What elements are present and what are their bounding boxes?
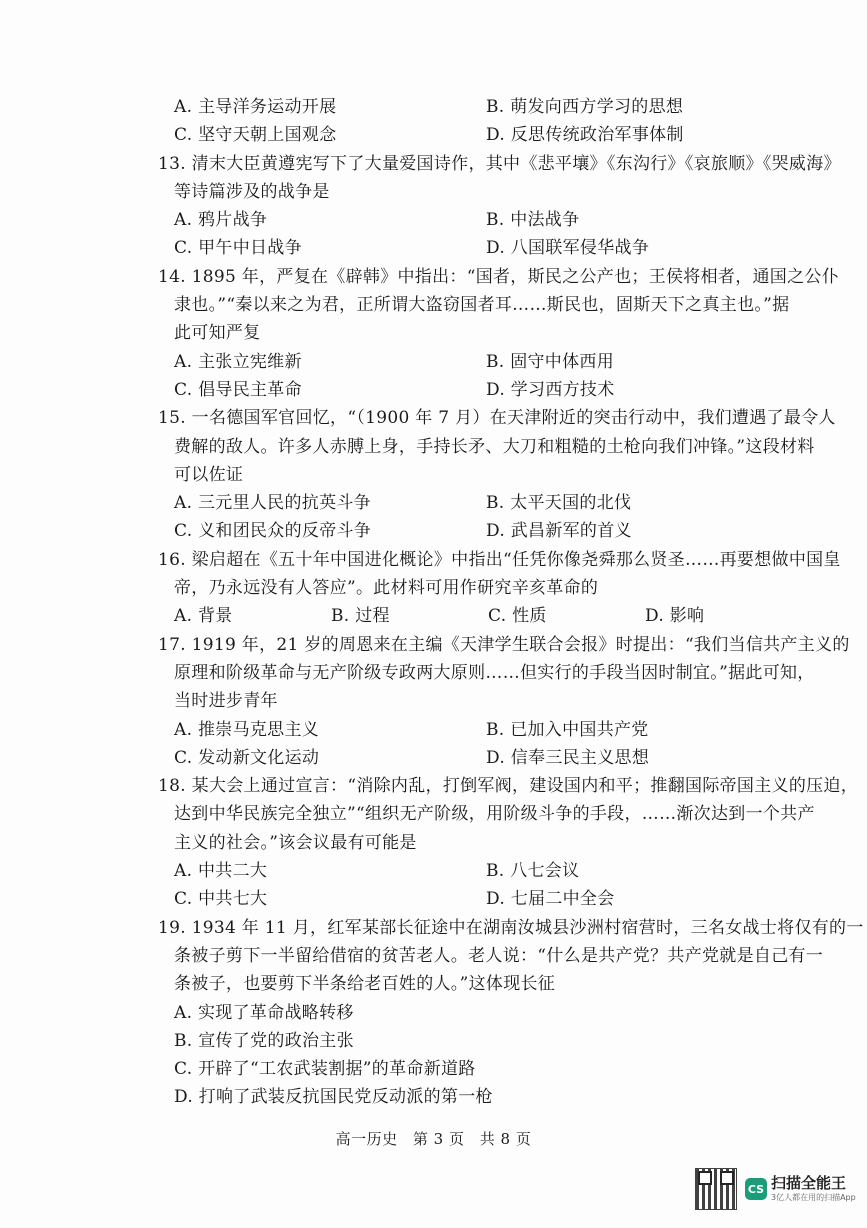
option-row bbox=[158, 857, 808, 885]
scanner-watermark bbox=[695, 1168, 856, 1210]
answer-option: A. 中共二大 bbox=[174, 861, 268, 882]
answer-option: B. 已加入中国共产党 bbox=[486, 719, 649, 740]
answer-option: A. 鸦片战争 bbox=[174, 210, 268, 231]
question-stem: 13. 清末大臣黄遵宪写下了大量爱国诗作，其中《悲平壤》《东沟行》《哀旅顺》《哭威海》 bbox=[158, 153, 841, 174]
scanner-name: 扫描全能王 bbox=[771, 1174, 847, 1192]
question-text: D. 打响了武装反抗国民党反动派的第一枪 bbox=[174, 1087, 493, 1108]
question-text: 主义的社会。”该会议最有可能是 bbox=[174, 832, 417, 853]
option-row bbox=[158, 121, 808, 149]
scanner-tagline: 3亿人都在用的扫描App bbox=[771, 1193, 856, 1202]
answer-option: D. 反思传统政治军事体制 bbox=[486, 125, 684, 146]
question-text: 帝，乃永远没有人答应”。此材料可用作研究辛亥革命的 bbox=[174, 578, 599, 599]
question-text: 此可知严复 bbox=[174, 323, 261, 344]
answer-option: C. 中共七大 bbox=[174, 889, 268, 910]
question-text: 条被子，也要剪下半条给老百姓的人。”这体现长征 bbox=[174, 974, 556, 995]
answer-option: C. 发动新文化运动 bbox=[174, 747, 320, 768]
question-text: 可以佐证 bbox=[174, 464, 244, 485]
question-text: C. 开辟了“工农武装割据”的革命新道路 bbox=[174, 1059, 476, 1080]
option-row bbox=[158, 885, 808, 913]
question-stem: 18. 某大会上通过宣言：“消除内乱，打倒军阀，建设国内和平；推翻国际帝国主义的压迫， bbox=[158, 776, 859, 797]
qr-code-icon bbox=[695, 1168, 737, 1210]
question-text: B. 宣传了党的政治主张 bbox=[174, 1030, 354, 1051]
option-row bbox=[158, 716, 808, 744]
question-stem: 19. 1934 年 11 月，红军某部长征途中在湖南汝城县沙洲村宿营时，三名女战士将仅有的一 bbox=[158, 917, 864, 938]
answer-option: A. 背景 bbox=[174, 606, 233, 627]
question-stem: 14. 1895 年，严复在《辟韩》中指出：“国者，斯民之公产也；王侯将相者，通国之公仆 bbox=[158, 266, 839, 287]
answer-option: C. 性质 bbox=[488, 606, 547, 627]
answer-option: B. 中法战争 bbox=[486, 210, 580, 231]
footer-page-number: 第 3 页 bbox=[412, 1130, 465, 1148]
question-body bbox=[158, 93, 864, 1112]
question-stem: 17. 1919 年，21 岁的周恩来在主编《天津学生联合会报》时提出：“我们当信共产主义的 bbox=[158, 634, 850, 655]
answer-option: B. 太平天国的北伐 bbox=[486, 493, 632, 514]
option-row bbox=[158, 744, 808, 772]
answer-option: B. 固守中体西用 bbox=[486, 351, 614, 372]
answer-option: B. 八七会议 bbox=[486, 861, 580, 882]
question-text: 原理和阶级革命与无产阶级专政两大原则……但实行的手段当因时制宜。”据此可知， bbox=[174, 662, 815, 683]
answer-option: D. 八国联军侵华战争 bbox=[486, 238, 650, 259]
option-row bbox=[158, 93, 808, 121]
footer-total-pages: 共 8 页 bbox=[479, 1130, 532, 1148]
option-row bbox=[158, 376, 808, 404]
option-row bbox=[158, 489, 808, 517]
question-stem: 16. 梁启超在《五十年中国进化概论》中指出“任凭你像尧舜那么贤圣……再要想做中国皇 bbox=[158, 549, 841, 570]
question-text: 达到中华民族完全独立”“组织无产阶级，用阶级斗争的手段，……渐次达到一个共产 bbox=[174, 804, 815, 825]
answer-option: C. 倡导民主革命 bbox=[174, 379, 302, 400]
answer-option: A. 主张立宪维新 bbox=[174, 351, 302, 372]
option-row bbox=[158, 206, 808, 234]
scanner-brand bbox=[771, 1174, 856, 1204]
answer-option: B. 过程 bbox=[331, 606, 390, 627]
question-text: 隶也。”“秦以来之为君，正所谓大盗窃国者耳……斯民也，固斯天下之真主也。”据 bbox=[174, 295, 790, 316]
question-text: 等诗篇涉及的战争是 bbox=[174, 181, 330, 202]
question-text: 条被子剪下一半留给借宿的贫苦老人。老人说：“什么是共产党？共产党就是自己有一 bbox=[174, 945, 824, 966]
answer-option: D. 武昌新军的首义 bbox=[486, 521, 632, 542]
answer-option: A. 推崇马克思主义 bbox=[174, 719, 320, 740]
footer-subject: 高一历史 bbox=[335, 1130, 398, 1148]
answer-option: D. 学习西方技术 bbox=[486, 379, 615, 400]
answer-option: A. 三元里人民的抗英斗争 bbox=[174, 493, 371, 514]
answer-option: A. 主导洋务运动开展 bbox=[174, 97, 337, 117]
page-footer bbox=[0, 1128, 867, 1149]
answer-option: C. 义和团民众的反帝斗争 bbox=[174, 521, 372, 542]
answer-option: D. 影响 bbox=[645, 606, 705, 627]
option-row bbox=[158, 602, 808, 630]
answer-option: D. 信奉三民主义思想 bbox=[486, 747, 650, 768]
camscanner-logo-icon: CS bbox=[745, 1178, 767, 1200]
answer-option: D. 七届二中全会 bbox=[486, 889, 615, 910]
option-row bbox=[158, 517, 808, 545]
answer-option: C. 甲午中日战争 bbox=[174, 238, 302, 259]
answer-option: C. 坚守天朝上国观念 bbox=[174, 125, 337, 146]
question-stem: 15. 一名德国军官回忆，“（1900 年 7 月）在天津附近的突击行动中，我们遭遇了最令人 bbox=[158, 408, 836, 429]
question-text: 当时进步青年 bbox=[174, 691, 278, 712]
option-row bbox=[158, 348, 808, 376]
question-text: 费解的敌人。许多人赤膊上身，手持长矛、大刀和粗糙的土枪向我们冲锋。”这段材料 bbox=[174, 436, 815, 457]
option-row bbox=[158, 234, 808, 262]
question-text: A. 实现了革命战略转移 bbox=[174, 1002, 354, 1023]
answer-option: B. 萌发向西方学习的思想 bbox=[486, 97, 684, 117]
